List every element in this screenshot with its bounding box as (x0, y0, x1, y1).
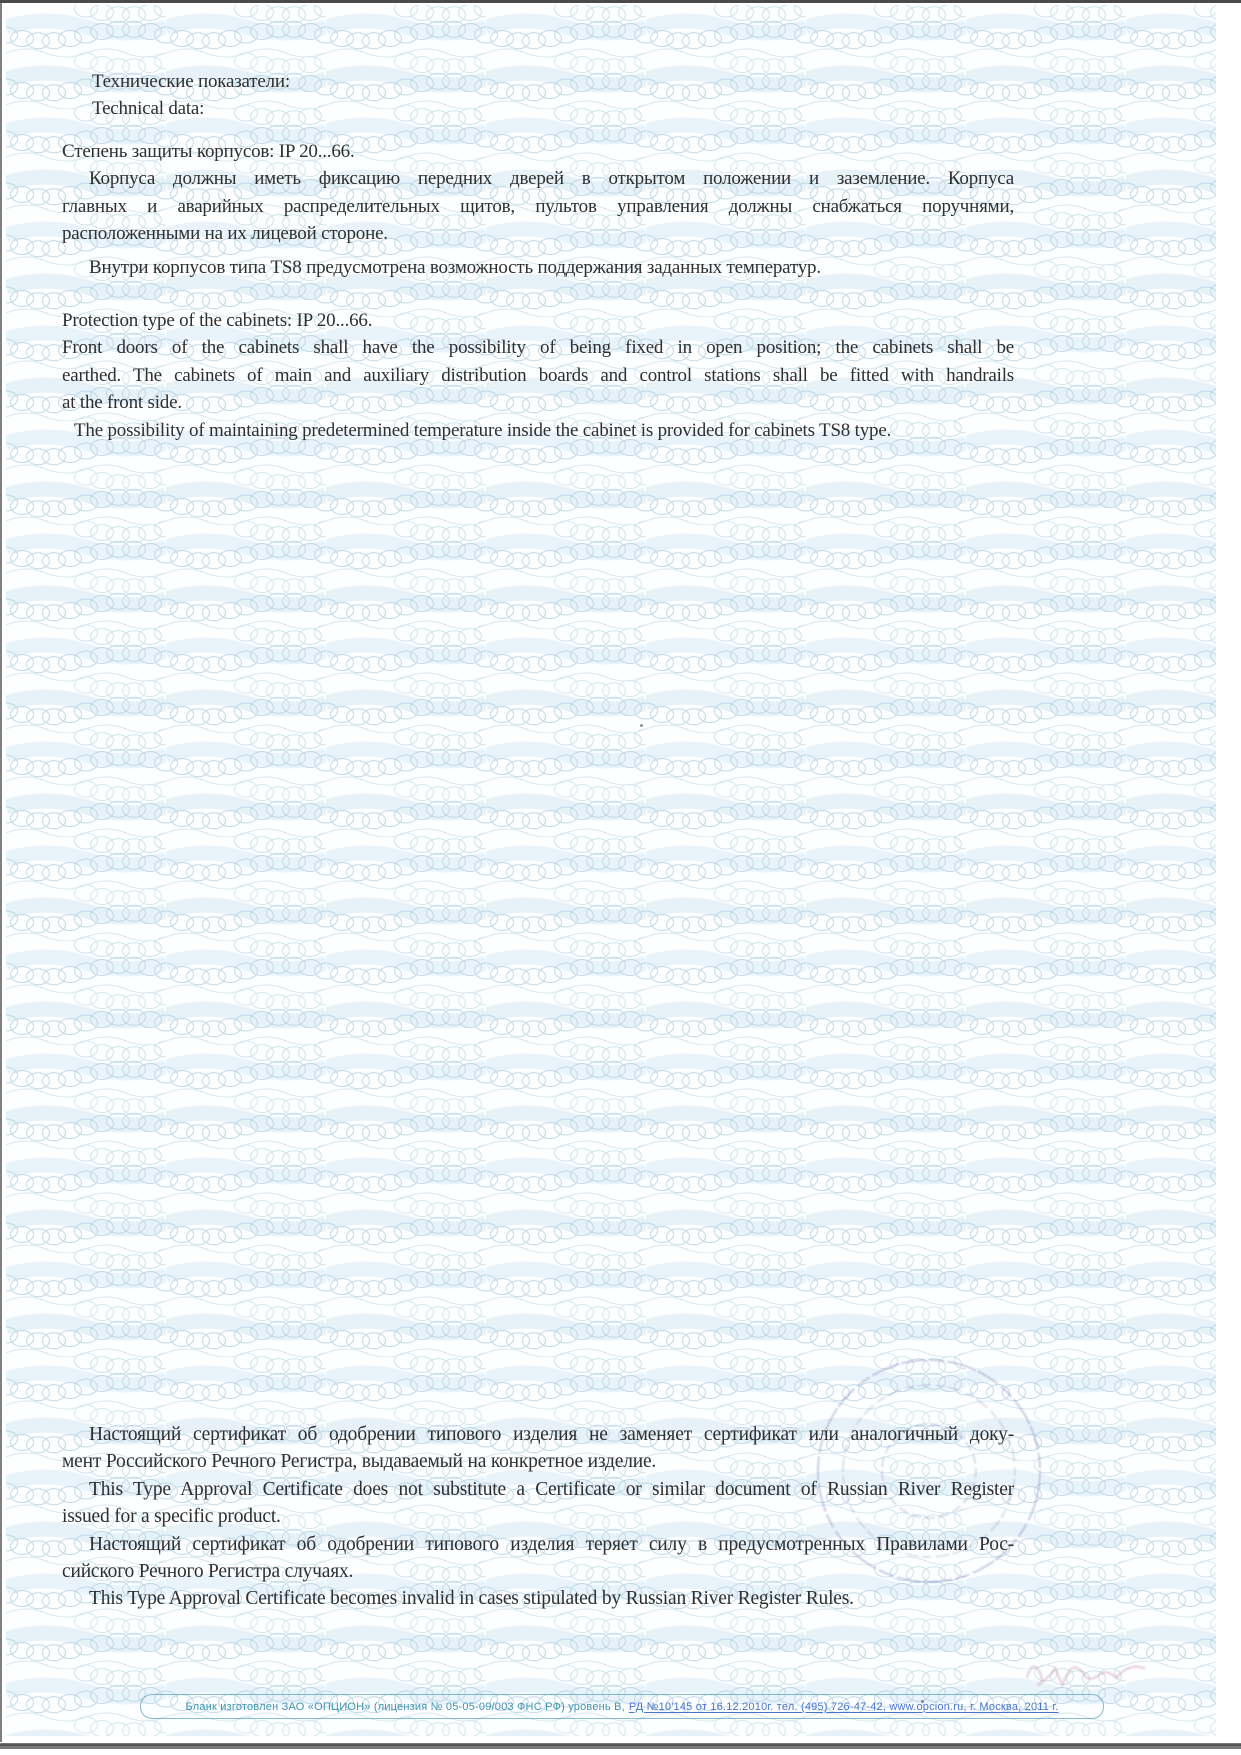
disclaimer-line-5: Настоящий сертификат об одобрении типового изделия теряет силу в предусмотренных Правилами Рос- (89, 1533, 1014, 1555)
disclaimer-line-1: Настоящий сертификат об одобрении типового изделия не заменяет сертификат или аналогичный доку- (89, 1424, 1014, 1445)
faint-ink-artifact (1020, 1640, 1170, 1692)
tech-en-line-2: Front doors of the cabinets shall have the possibility of being fixed in open position; the cabinets shall be (62, 337, 1014, 359)
scan-edge-top (0, 0, 1241, 3)
tech-ru-line-4: расположенными на их лицевой стороне. (62, 223, 388, 245)
tech-paragraph-en (62, 307, 1014, 444)
tech-ru-line-3: главных и аварийных распределительных щитов, пультов управления должны снабжаться поручнями, (62, 195, 1014, 217)
disclaimer-line-6: сийского Речного Регистра случаях. (62, 1560, 354, 1582)
tech-en-line-1: Protection type of the cabinets: IP 20...66. (62, 310, 373, 331)
printer-imprint-right: РД №10'145 от 16.12.2010г. тел. (495) 726-47-42, www.opcion.ru, г. Москва, 2011 г. (628, 1700, 1059, 1713)
tech-ru-line-1: Степень защиты корпусов: IP 20...66. (62, 141, 355, 162)
printer-imprint-box (140, 1694, 1104, 1719)
scan-edge-left (0, 0, 2, 1742)
tech-en-line-5: The possibility of maintaining predetermined temperature inside the cabinet is provided for cabinets TS8 type. (74, 419, 892, 441)
disclaimer-line-4: issued for a specific product. (62, 1506, 281, 1528)
disclaimer-block (62, 1421, 1014, 1613)
tech-title-en: Technical data: (92, 98, 205, 120)
tech-en-line-3: earthed. The cabinets of main and auxiliary distribution boards and control stations shall be fitted with handrails (62, 364, 1014, 386)
tech-ru-line-2: Корпуса должны иметь фиксацию передних дверей в открытом положении и заземление. Корпуса (89, 168, 1014, 190)
tech-ru-line-5: Внутри корпусов типа TS8 предусмотрена возможность поддержания заданных температур. (89, 256, 821, 278)
speck-artifact (640, 724, 643, 727)
tech-paragraph-ru (62, 138, 1014, 281)
scan-edge-bottom-line (0, 1744, 1241, 1746)
printer-imprint-left: Бланк изготовлен ЗАО «ОПЦИОН» (лицензия № 05-05-09/003 ФНС РФ) уровень В, (185, 1700, 625, 1713)
tech-title-ru: Технические показатели: (92, 71, 290, 92)
tech-en-line-4: at the front side. (62, 392, 182, 414)
disclaimer-line-7: This Type Approval Certificate becomes invalid in cases stipulated by Russian River Register Rules. (89, 1588, 854, 1610)
section-technical-data-titles (92, 68, 290, 123)
disclaimer-line-3: This Type Approval Certificate does not substitute a Certificate or similar document of Russian River Register (89, 1478, 1014, 1500)
disclaimer-line-2: мент Российского Речного Регистра, выдаваемый на конкретное изделие. (62, 1451, 657, 1473)
